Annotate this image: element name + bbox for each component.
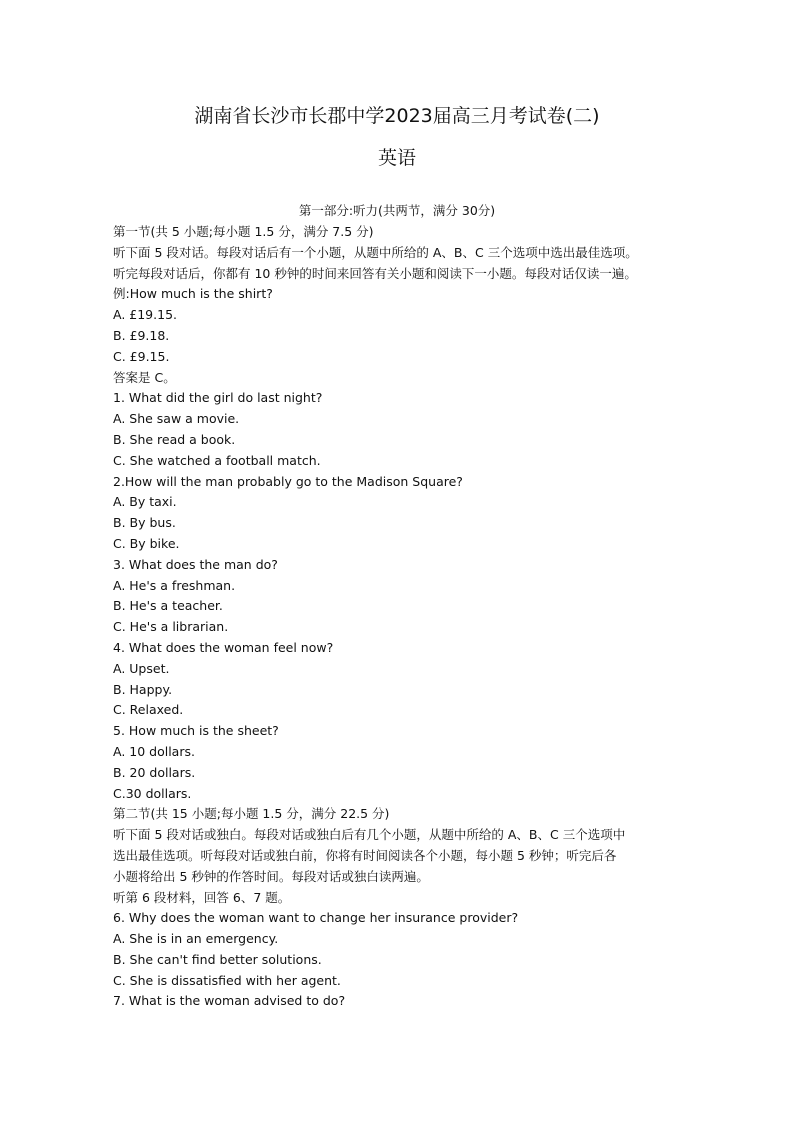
subject-title: 英语 — [377, 147, 416, 169]
question-1: 1. What did the girl do last night? — [113, 390, 323, 406]
instruction-line: 听完每段对话后，你都有 10 秒钟的时间来回答有关小题和阅读下一小题。每段对话仅读一遍。 — [113, 265, 637, 281]
question-4: 4. What does the woman feel now? — [113, 639, 334, 655]
question-3: 3. What does the man do? — [113, 556, 278, 572]
question-7: 7. What is the woman advised to do? — [113, 993, 346, 1009]
option: C. She is dissatisfied with her agent. — [113, 972, 341, 988]
section2-heading: 第二节(共 15 小题;每小题 1.5 分，满分 22.5 分) — [113, 806, 390, 822]
instruction-line: 小题将给出 5 秒钟的作答时间。每段对话或独白读两遍。 — [113, 868, 429, 884]
material-note: 听第 6 段材料，回答 6、7 题。 — [113, 889, 291, 905]
option: A. He's a freshman. — [113, 577, 236, 593]
part1-heading: 第一部分:听力(共两节，满分 30分) — [298, 203, 496, 218]
option: C. He's a librarian. — [113, 619, 229, 635]
option: B. 20 dollars. — [113, 764, 196, 780]
option: C. By bike. — [113, 535, 180, 551]
option: A. By taxi. — [113, 494, 177, 510]
example-question: 例:How much is the shirt? — [113, 286, 273, 302]
question-6: 6. Why does the woman want to change her insurance provider? — [113, 910, 519, 926]
option: A. She saw a movie. — [113, 411, 240, 427]
option: C.30 dollars. — [113, 785, 192, 801]
instruction-line: 听下面 5 段对话。每段对话后有一个小题，从题中所给的 A、B、C 三个选项中选出最佳选项。 — [113, 244, 638, 260]
option: C. Relaxed. — [113, 702, 184, 718]
instruction-line: 选出最佳选项。听每段对话或独白前，你将有时间阅读各个小题，每小题 5 秒钟；听完后各 — [113, 847, 617, 863]
instruction-line: 听下面 5 段对话或独白。每段对话或独白后有几个小题，从题中所给的 A、B、C 三个选项中 — [113, 827, 626, 843]
exam-body — [113, 222, 693, 1012]
option: A. Upset. — [113, 660, 170, 676]
option: A. 10 dollars. — [113, 743, 195, 759]
question-5: 5. How much is the sheet? — [113, 723, 279, 739]
section1-heading: 第一节(共 5 小题;每小题 1.5 分，满分 7.5 分) — [113, 224, 374, 239]
example-answer: 答案是 C。 — [113, 369, 176, 385]
exam-title: 湖南省长沙市长郡中学2023届高三月考试卷(二) — [194, 105, 600, 127]
option: C. She watched a football match. — [113, 452, 321, 468]
example-option: A. £19.15. — [113, 307, 177, 323]
option: B. Happy. — [113, 681, 173, 697]
option: B. She read a book. — [113, 431, 236, 447]
option: A. She is in an emergency. — [113, 931, 279, 947]
example-option: C. £9.15. — [113, 348, 170, 364]
example-option: B. £9.18. — [113, 327, 170, 343]
option: B. He's a teacher. — [113, 598, 223, 614]
option: B. By bus. — [113, 515, 176, 531]
option: B. She can't find better solutions. — [113, 951, 322, 967]
question-2: 2.How will the man probably go to the Madison Square? — [113, 473, 463, 489]
